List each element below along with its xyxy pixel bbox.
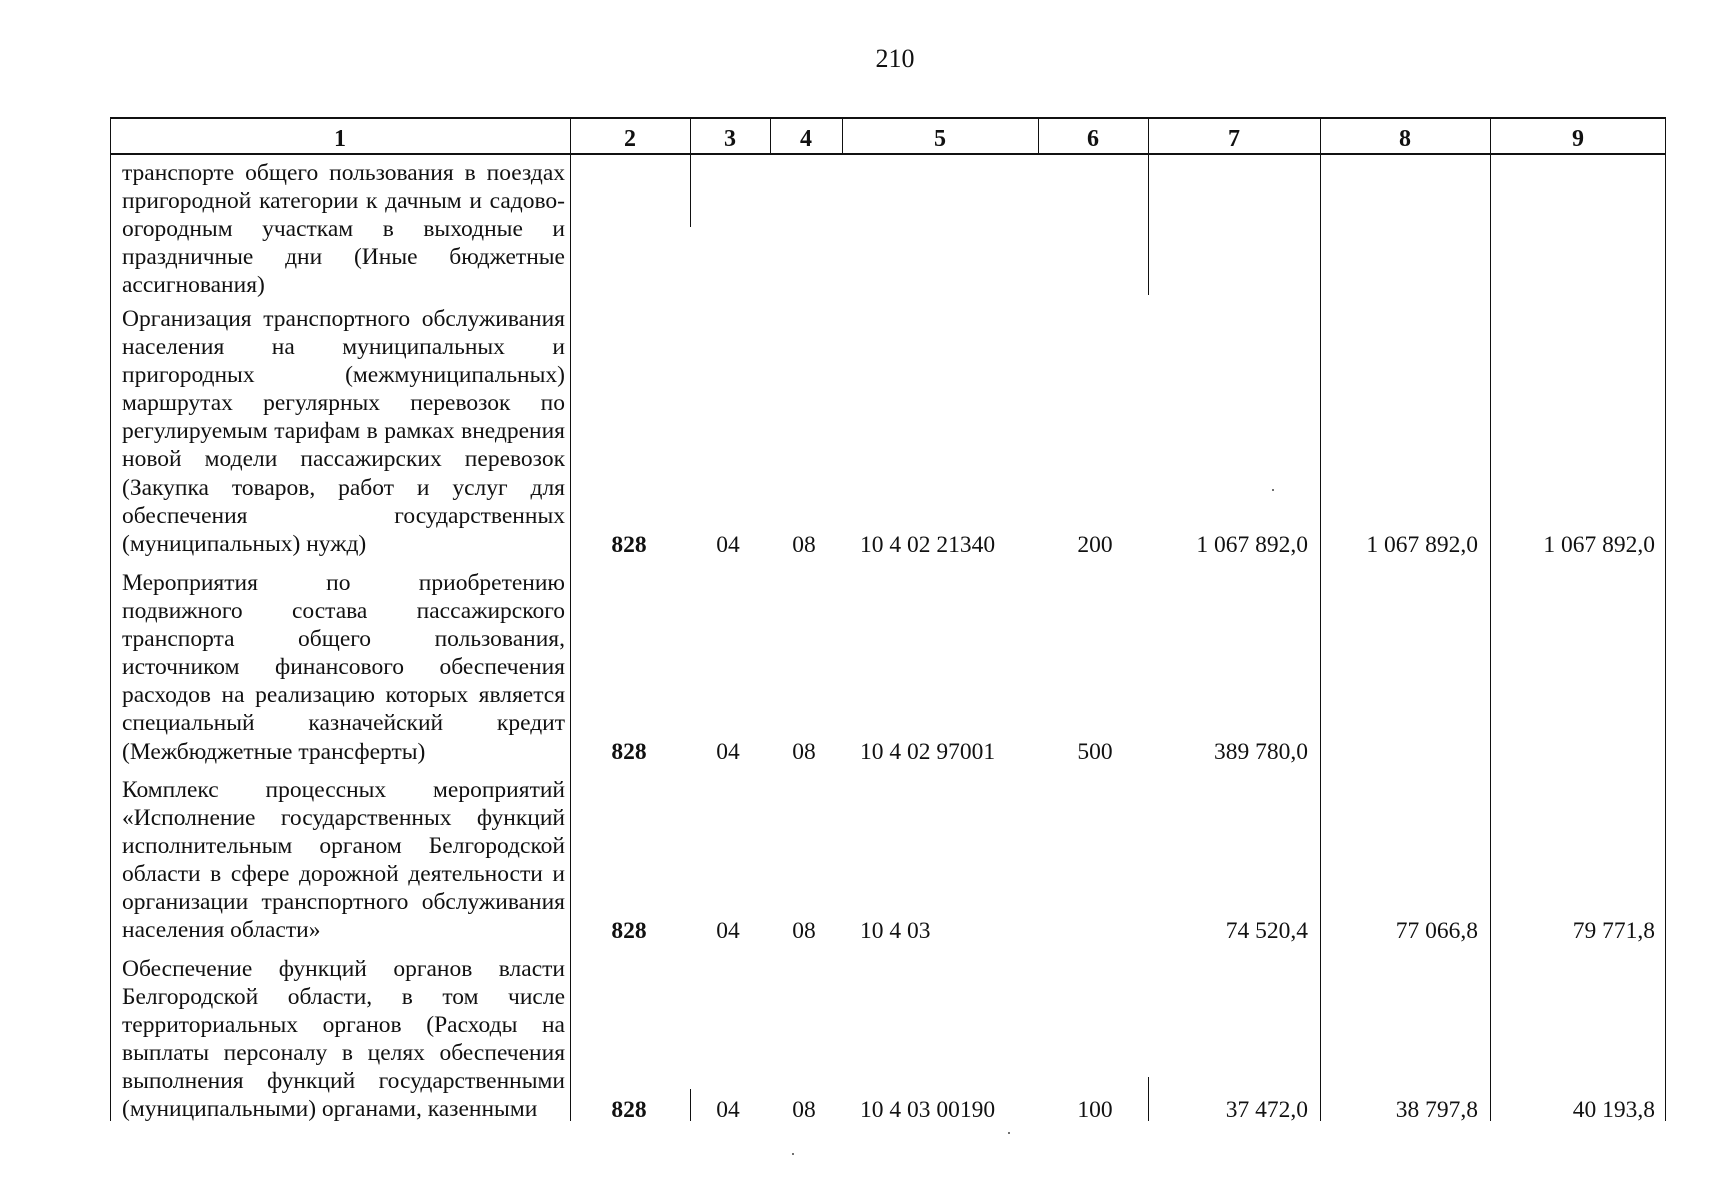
column-header-3: 3	[724, 126, 736, 152]
row-expense-type: 200	[1077, 532, 1113, 558]
row-section-code: 04	[716, 532, 740, 558]
column-border-4-5	[842, 117, 843, 155]
row-description: Организация транспортного обслуживания населения на муниципальных и пригородных (межмуниципальных) маршрутах регулярных перевозок по регулируемым тарифам в рамках внедрения новой модели пассажирских перевозок (Закупка товаров, работ и услуг для обеспечения государственных (муниципальных) нужд)	[122, 306, 565, 557]
column-header-7: 7	[1228, 126, 1240, 152]
column-border-right	[1665, 117, 1666, 1121]
row-description: Мероприятия по приобретению подвижного состава пассажирского транспорта общего пользования, источником финансового обеспечения расходов на реализацию которых является специальный казначейский кредит (Межбюджетные трансферты)	[122, 570, 565, 765]
column-header-2: 2	[624, 126, 636, 152]
row-section-code: 04	[716, 1097, 740, 1123]
table-header-row	[110, 117, 1666, 155]
column-border-5-6	[1038, 117, 1039, 155]
row-expense-type: 500	[1077, 739, 1113, 765]
column-header-5: 5	[934, 126, 946, 152]
row-section-code: 04	[716, 739, 740, 765]
row-expense-type: 100	[1077, 1097, 1113, 1123]
row-target-article: 10 4 02 21340	[860, 532, 996, 558]
column-header-9: 9	[1572, 126, 1584, 152]
row-target-article: 10 4 03	[860, 918, 931, 944]
row-target-article: 10 4 03 00190	[860, 1097, 996, 1123]
column-header-6: 6	[1087, 126, 1099, 152]
column-border-6-7	[1148, 117, 1149, 155]
column-border-2-3	[690, 117, 691, 155]
scan-speck	[1008, 1132, 1010, 1134]
row-amount-col7: 37 472,0	[1225, 1097, 1308, 1123]
page-number: 210	[875, 44, 915, 73]
row-subsection-code: 08	[792, 1097, 816, 1123]
column-header-1: 1	[334, 126, 346, 152]
row-amount-col9: 79 771,8	[1572, 918, 1655, 944]
row-description: Комплекс процессных мероприятий «Исполнение государственных функций исполнительным органом Белгородской области в сфере дорожной деятельности и организации транспортного обслуживания населения области»	[122, 777, 565, 944]
column-border-left	[110, 117, 111, 1121]
row-subsection-code: 08	[792, 739, 816, 765]
column-border-2-3-tick	[690, 155, 691, 227]
row-amount-col8: 1 067 892,0	[1366, 532, 1478, 558]
row-target-article: 10 4 02 97001	[860, 739, 996, 765]
column-header-8: 8	[1399, 126, 1411, 152]
row-admin-code: 828	[611, 918, 647, 944]
row-admin-code: 828	[611, 1097, 647, 1123]
row-amount-col8: 77 066,8	[1395, 918, 1478, 944]
column-border-6-7-body	[1148, 155, 1149, 295]
row-amount-col7: 389 780,0	[1214, 739, 1308, 765]
scan-speck	[1272, 489, 1274, 491]
row-subsection-code: 08	[792, 918, 816, 944]
row-description: Обеспечение функций органов власти Белгородской области, в том числе территориальных органов (Расходы на выплаты персоналу в целях обеспечения выполнения функций государственными (муниципальными) органами, казенными	[122, 956, 565, 1123]
column-header-4: 4	[800, 126, 812, 152]
column-border-1-2	[570, 117, 571, 1121]
row-admin-code: 828	[611, 739, 647, 765]
row-amount-col9: 1 067 892,0	[1543, 532, 1655, 558]
row-subsection-code: 08	[792, 532, 816, 558]
row-section-code: 04	[716, 918, 740, 944]
row-admin-code: 828	[611, 532, 647, 558]
column-border-8-9	[1490, 117, 1491, 1121]
budget-table	[110, 117, 1666, 1121]
row-amount-col9: 40 193,8	[1572, 1097, 1655, 1123]
row-amount-col7: 1 067 892,0	[1196, 532, 1308, 558]
row-amount-col7: 74 520,4	[1225, 918, 1308, 944]
row-amount-col8: 38 797,8	[1395, 1097, 1478, 1123]
column-border-3-4	[770, 117, 771, 155]
row-description: транспорте общего пользования в поездах пригородной категории к дачным и садово-огородным участкам в выходные и праздничные дни (Иные бюджетные ассигнования)	[122, 160, 565, 299]
column-border-7-8	[1320, 117, 1321, 1121]
scan-speck	[792, 1153, 794, 1155]
